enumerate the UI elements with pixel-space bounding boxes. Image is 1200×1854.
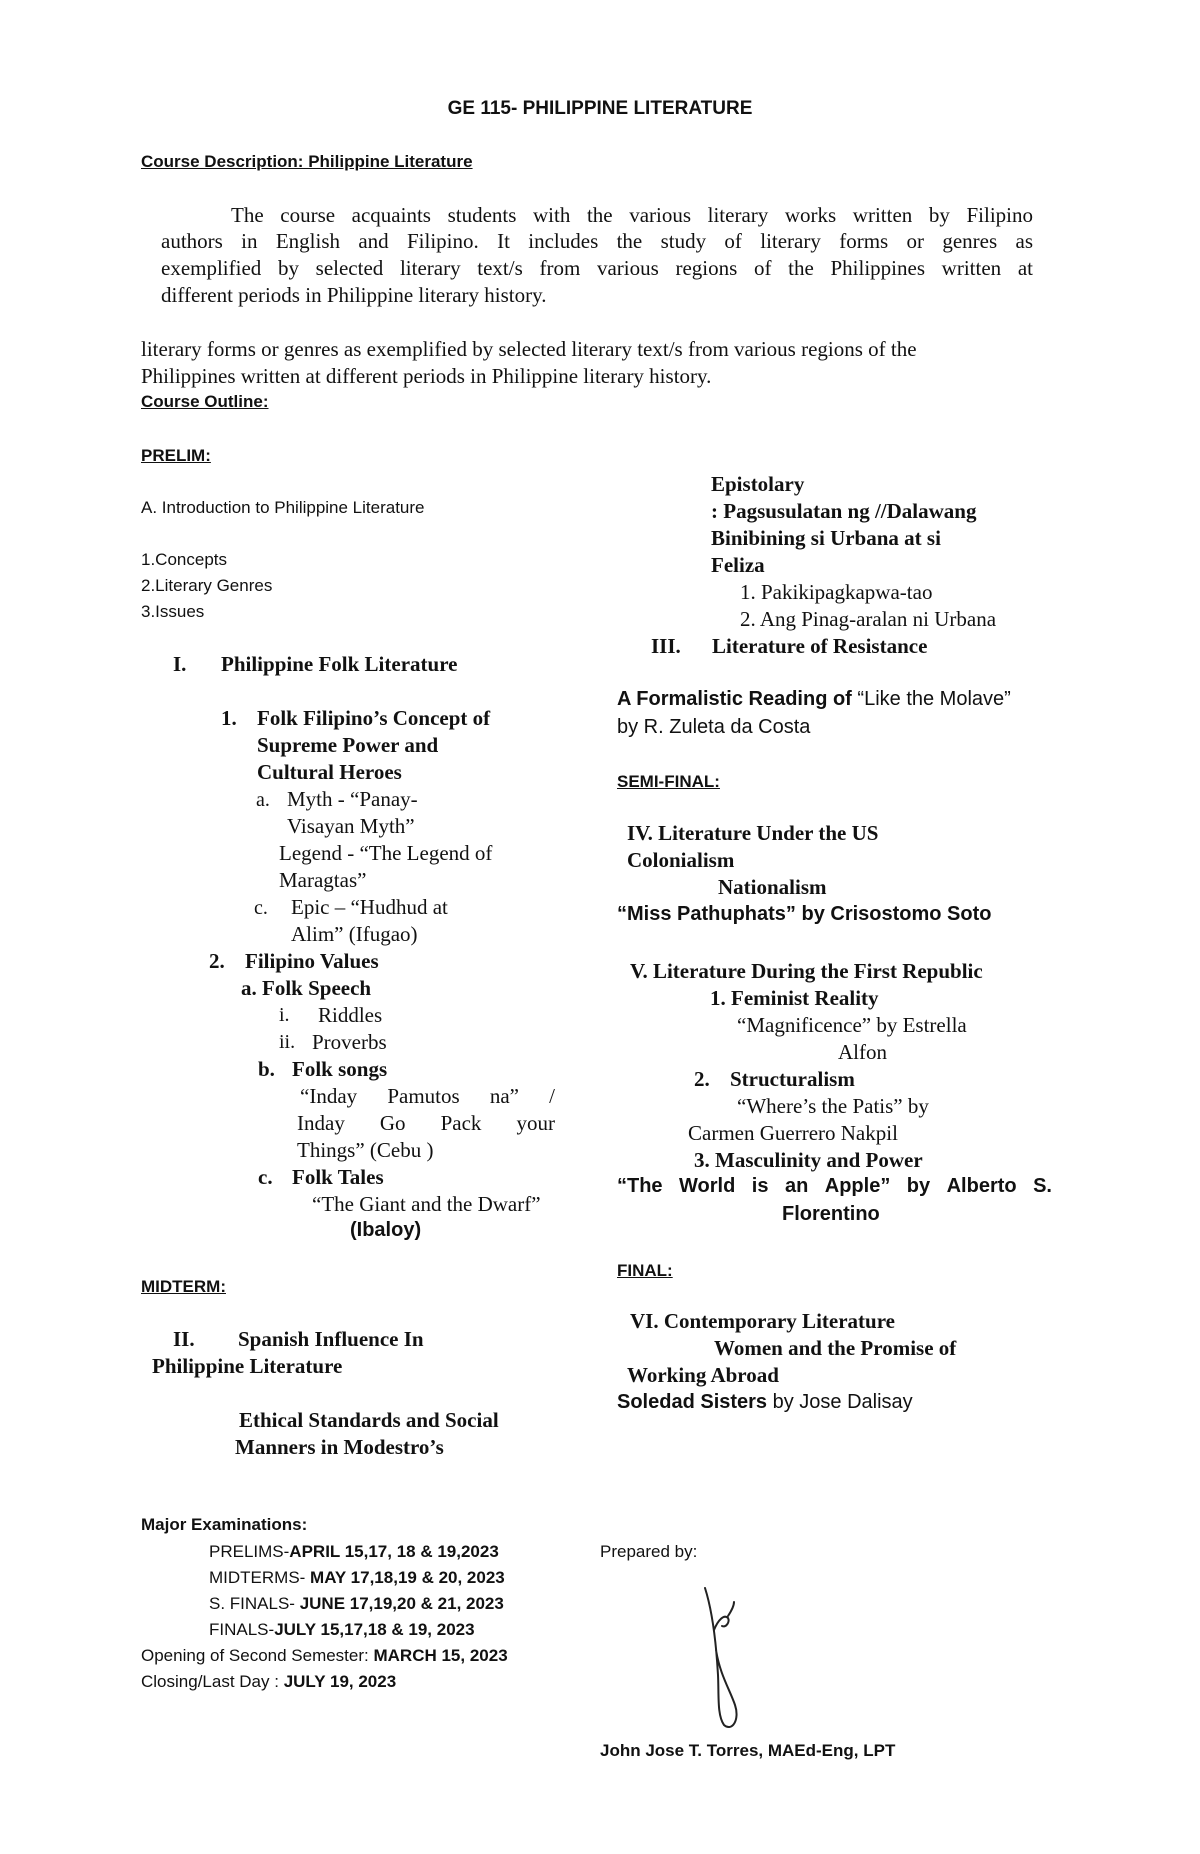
- proverbs-number: ii.: [279, 1031, 296, 1053]
- midterm-label: MIDTERM:: [141, 1277, 226, 1296]
- unit-4-title: Colonialism: [627, 848, 735, 872]
- document-title: GE 115- PHILIPPINE LITERATURE: [447, 98, 753, 119]
- folk-tales-title: Folk Tales: [292, 1165, 384, 1189]
- unit-2-number: II.: [173, 1327, 195, 1351]
- final-label: FINAL:: [617, 1261, 673, 1280]
- exam-period: S. FINALS-: [209, 1594, 300, 1613]
- folk-song-word: Pamutos: [387, 1084, 460, 1108]
- semester-opening-label: Opening of Second Semester:: [141, 1646, 374, 1665]
- description-line: different periods in Philippine literary history.: [161, 283, 547, 307]
- subunit-1-line: Supreme Power and: [257, 733, 439, 757]
- epic-line: Epic – “Hudhud at: [291, 895, 448, 919]
- masculinity-word: an: [784, 1175, 809, 1197]
- masculinity-author: Florentino: [782, 1203, 880, 1225]
- course-description-label: Course Description: Philippine Literature: [141, 152, 473, 171]
- masculinity-title: 3. Masculinity and Power: [694, 1148, 923, 1172]
- epistolary-item: 1. Pakikipagkapwa-tao: [740, 580, 933, 604]
- masculinity-word: by: [906, 1175, 931, 1197]
- ethical-standards-line: Ethical Standards and Social: [239, 1408, 499, 1432]
- semester-opening: [141, 1646, 508, 1666]
- folk-tales-letter: c.: [258, 1165, 273, 1189]
- structuralism-title: Structuralism: [730, 1067, 855, 1091]
- unit-6-subtitle: Women and the Promise of: [714, 1336, 957, 1360]
- folk-song-line: Things” (Cebu ): [297, 1138, 434, 1162]
- exam-period: PRELIMS-: [209, 1542, 290, 1561]
- epistolary-line: : Pagsusulatan ng //Dalawang: [711, 499, 977, 523]
- intro-item: 2.Literary Genres: [141, 576, 273, 595]
- epistolary-line: Binibining si Urbana at si: [711, 526, 941, 550]
- unit-6-reading: [617, 1391, 913, 1414]
- epistolary-line: Feliza: [711, 553, 765, 577]
- subunit-2-number: 2.: [209, 949, 225, 973]
- prelim-label: PRELIM:: [141, 446, 211, 465]
- folk-song-word: Pack: [440, 1111, 482, 1135]
- unit-4-title: IV. Literature Under the US: [627, 821, 879, 845]
- signatory-name: John Jose T. Torres, MAEd-Eng, LPT: [600, 1741, 896, 1760]
- major-examinations-label: Major Examinations:: [141, 1515, 308, 1534]
- folk-song-word: na”: [489, 1084, 519, 1108]
- exam-dates: JUNE 17,19,20 & 21, 2023: [299, 1594, 504, 1613]
- unit-6-subtitle: Working Abroad: [627, 1363, 779, 1387]
- formalistic-reading-author: by R. Zuleta da Costa: [617, 716, 811, 738]
- feminist-reality-reading: Alfon: [838, 1040, 887, 1064]
- intro-item: 1.Concepts: [141, 550, 227, 569]
- unit-1-number: I.: [173, 652, 187, 676]
- unit-5-title: V. Literature During the First Republic: [630, 959, 983, 983]
- intro-item: 3.Issues: [141, 602, 205, 621]
- soledad-sisters-author: by Jose Dalisay: [767, 1391, 913, 1413]
- semi-final-label: SEMI-FINAL:: [617, 772, 720, 791]
- subunit-1-line: Folk Filipino’s Concept of: [257, 706, 491, 730]
- semester-closing: [141, 1672, 396, 1692]
- folk-song-line: [300, 1084, 555, 1109]
- epistolary-line: Epistolary: [711, 472, 805, 496]
- description-line: exemplified by selected literary text/s from various regions of the Philippines written at: [161, 256, 1033, 280]
- myth-line: Visayan Myth”: [287, 814, 415, 838]
- description-line: The course acquaints students with the various literary works written by Filipino: [231, 203, 1033, 227]
- unit-4-reading: “Miss Pathuphats” by Crisostomo Soto: [617, 903, 992, 925]
- folk-tale-title: “The Giant and the Dwarf”: [312, 1192, 541, 1216]
- folk-song-line: [297, 1111, 555, 1136]
- folk-speech-heading: a. Folk Speech: [241, 976, 372, 1000]
- folk-song-word: Go: [379, 1111, 406, 1135]
- masculinity-word: S.: [1033, 1175, 1052, 1197]
- folk-songs-letter: b.: [258, 1057, 275, 1081]
- exam-row: [209, 1594, 504, 1614]
- folk-tale-origin: (Ibaloy): [350, 1219, 422, 1241]
- unit-3-title: Literature of Resistance: [712, 634, 928, 658]
- folk-song-word: your: [516, 1111, 555, 1135]
- feminist-reality-reading: “Magnificence” by Estrella: [737, 1013, 967, 1037]
- epic-letter: c.: [254, 897, 268, 919]
- myth-line: Myth - “Panay-: [287, 787, 418, 811]
- epic-line: Alim” (Ifugao): [291, 922, 418, 946]
- subunit-1-number: 1.: [221, 706, 237, 730]
- masculinity-word: Apple”: [824, 1175, 891, 1197]
- proverbs-item: Proverbs: [312, 1030, 387, 1054]
- exam-row: [209, 1620, 475, 1640]
- structuralism-number: 2.: [694, 1067, 710, 1091]
- description-line: authors in English and Filipino. It includes the study of literary forms or genres as: [161, 229, 1033, 253]
- unit-2-title: Spanish Influence In: [238, 1327, 424, 1351]
- semester-opening-date: MARCH 15, 2023: [373, 1646, 508, 1665]
- myth-letter: a.: [256, 789, 270, 811]
- exam-row: [209, 1542, 499, 1562]
- epistolary-item: 2. Ang Pinag-aralan ni Urbana: [740, 607, 997, 631]
- unit-3-number: III.: [651, 634, 681, 658]
- folk-songs-title: Folk songs: [292, 1057, 388, 1081]
- semester-closing-label: Closing/Last Day :: [141, 1672, 284, 1691]
- exam-dates: MAY 17,18,19 & 20, 2023: [310, 1568, 505, 1587]
- semester-closing-date: JULY 19, 2023: [283, 1672, 397, 1691]
- riddles-item: Riddles: [318, 1003, 383, 1027]
- structuralism-reading: “Where’s the Patis” by: [737, 1094, 929, 1118]
- legend-line: Legend - “The Legend of: [279, 841, 493, 865]
- unit-6-title: VI. Contemporary Literature: [630, 1309, 895, 1333]
- exam-row: [209, 1568, 505, 1588]
- legend-line: Maragtas”: [279, 868, 367, 892]
- masculinity-word: Alberto: [946, 1175, 1017, 1197]
- prepared-by-label: Prepared by:: [600, 1542, 698, 1561]
- intro-heading: A. Introduction to Philippine Literature: [141, 498, 425, 517]
- soledad-sisters-title: Soledad Sisters: [617, 1391, 768, 1413]
- exam-dates: APRIL 15,17, 18 & 19,2023: [289, 1542, 499, 1561]
- exam-period: FINALS-: [209, 1620, 275, 1639]
- riddles-number: i.: [279, 1004, 290, 1026]
- formalistic-reading-lead: A Formalistic Reading of: [617, 688, 852, 710]
- folk-song-word: /: [549, 1084, 555, 1108]
- unit-1-title: Philippine Folk Literature: [221, 652, 458, 676]
- folk-song-word: “Inday: [300, 1084, 358, 1108]
- formalistic-reading-title: “Like the Molave”: [857, 688, 1011, 710]
- ethical-standards-line: Manners in Modestro’s: [235, 1435, 444, 1459]
- exam-dates: JULY 15,17,18 & 19, 2023: [274, 1620, 475, 1639]
- masculinity-word: is: [751, 1175, 769, 1197]
- course-outline-label: Course Outline:: [141, 392, 269, 411]
- description-line: literary forms or genres as exemplified by selected literary text/s from various regions of the: [141, 337, 917, 361]
- exam-period: MIDTERMS-: [209, 1568, 311, 1587]
- masculinity-word: World: [679, 1175, 736, 1197]
- folk-song-word: Inday: [297, 1111, 345, 1135]
- unit-4-subtitle: Nationalism: [718, 875, 827, 899]
- masculinity-word: “The: [617, 1175, 663, 1197]
- structuralism-reading: Carmen Guerrero Nakpil: [688, 1121, 898, 1145]
- subunit-1-line: Cultural Heroes: [257, 760, 402, 784]
- description-line: Philippines written at different periods in Philippine literary history.: [141, 364, 712, 388]
- feminist-reality-title: 1. Feminist Reality: [710, 986, 879, 1010]
- signature-image: [690, 1580, 780, 1740]
- subunit-2-title: Filipino Values: [245, 949, 379, 973]
- masculinity-reading: [617, 1175, 1052, 1198]
- unit-2-title: Philippine Literature: [152, 1354, 343, 1378]
- formalistic-reading-line: [617, 688, 1011, 711]
